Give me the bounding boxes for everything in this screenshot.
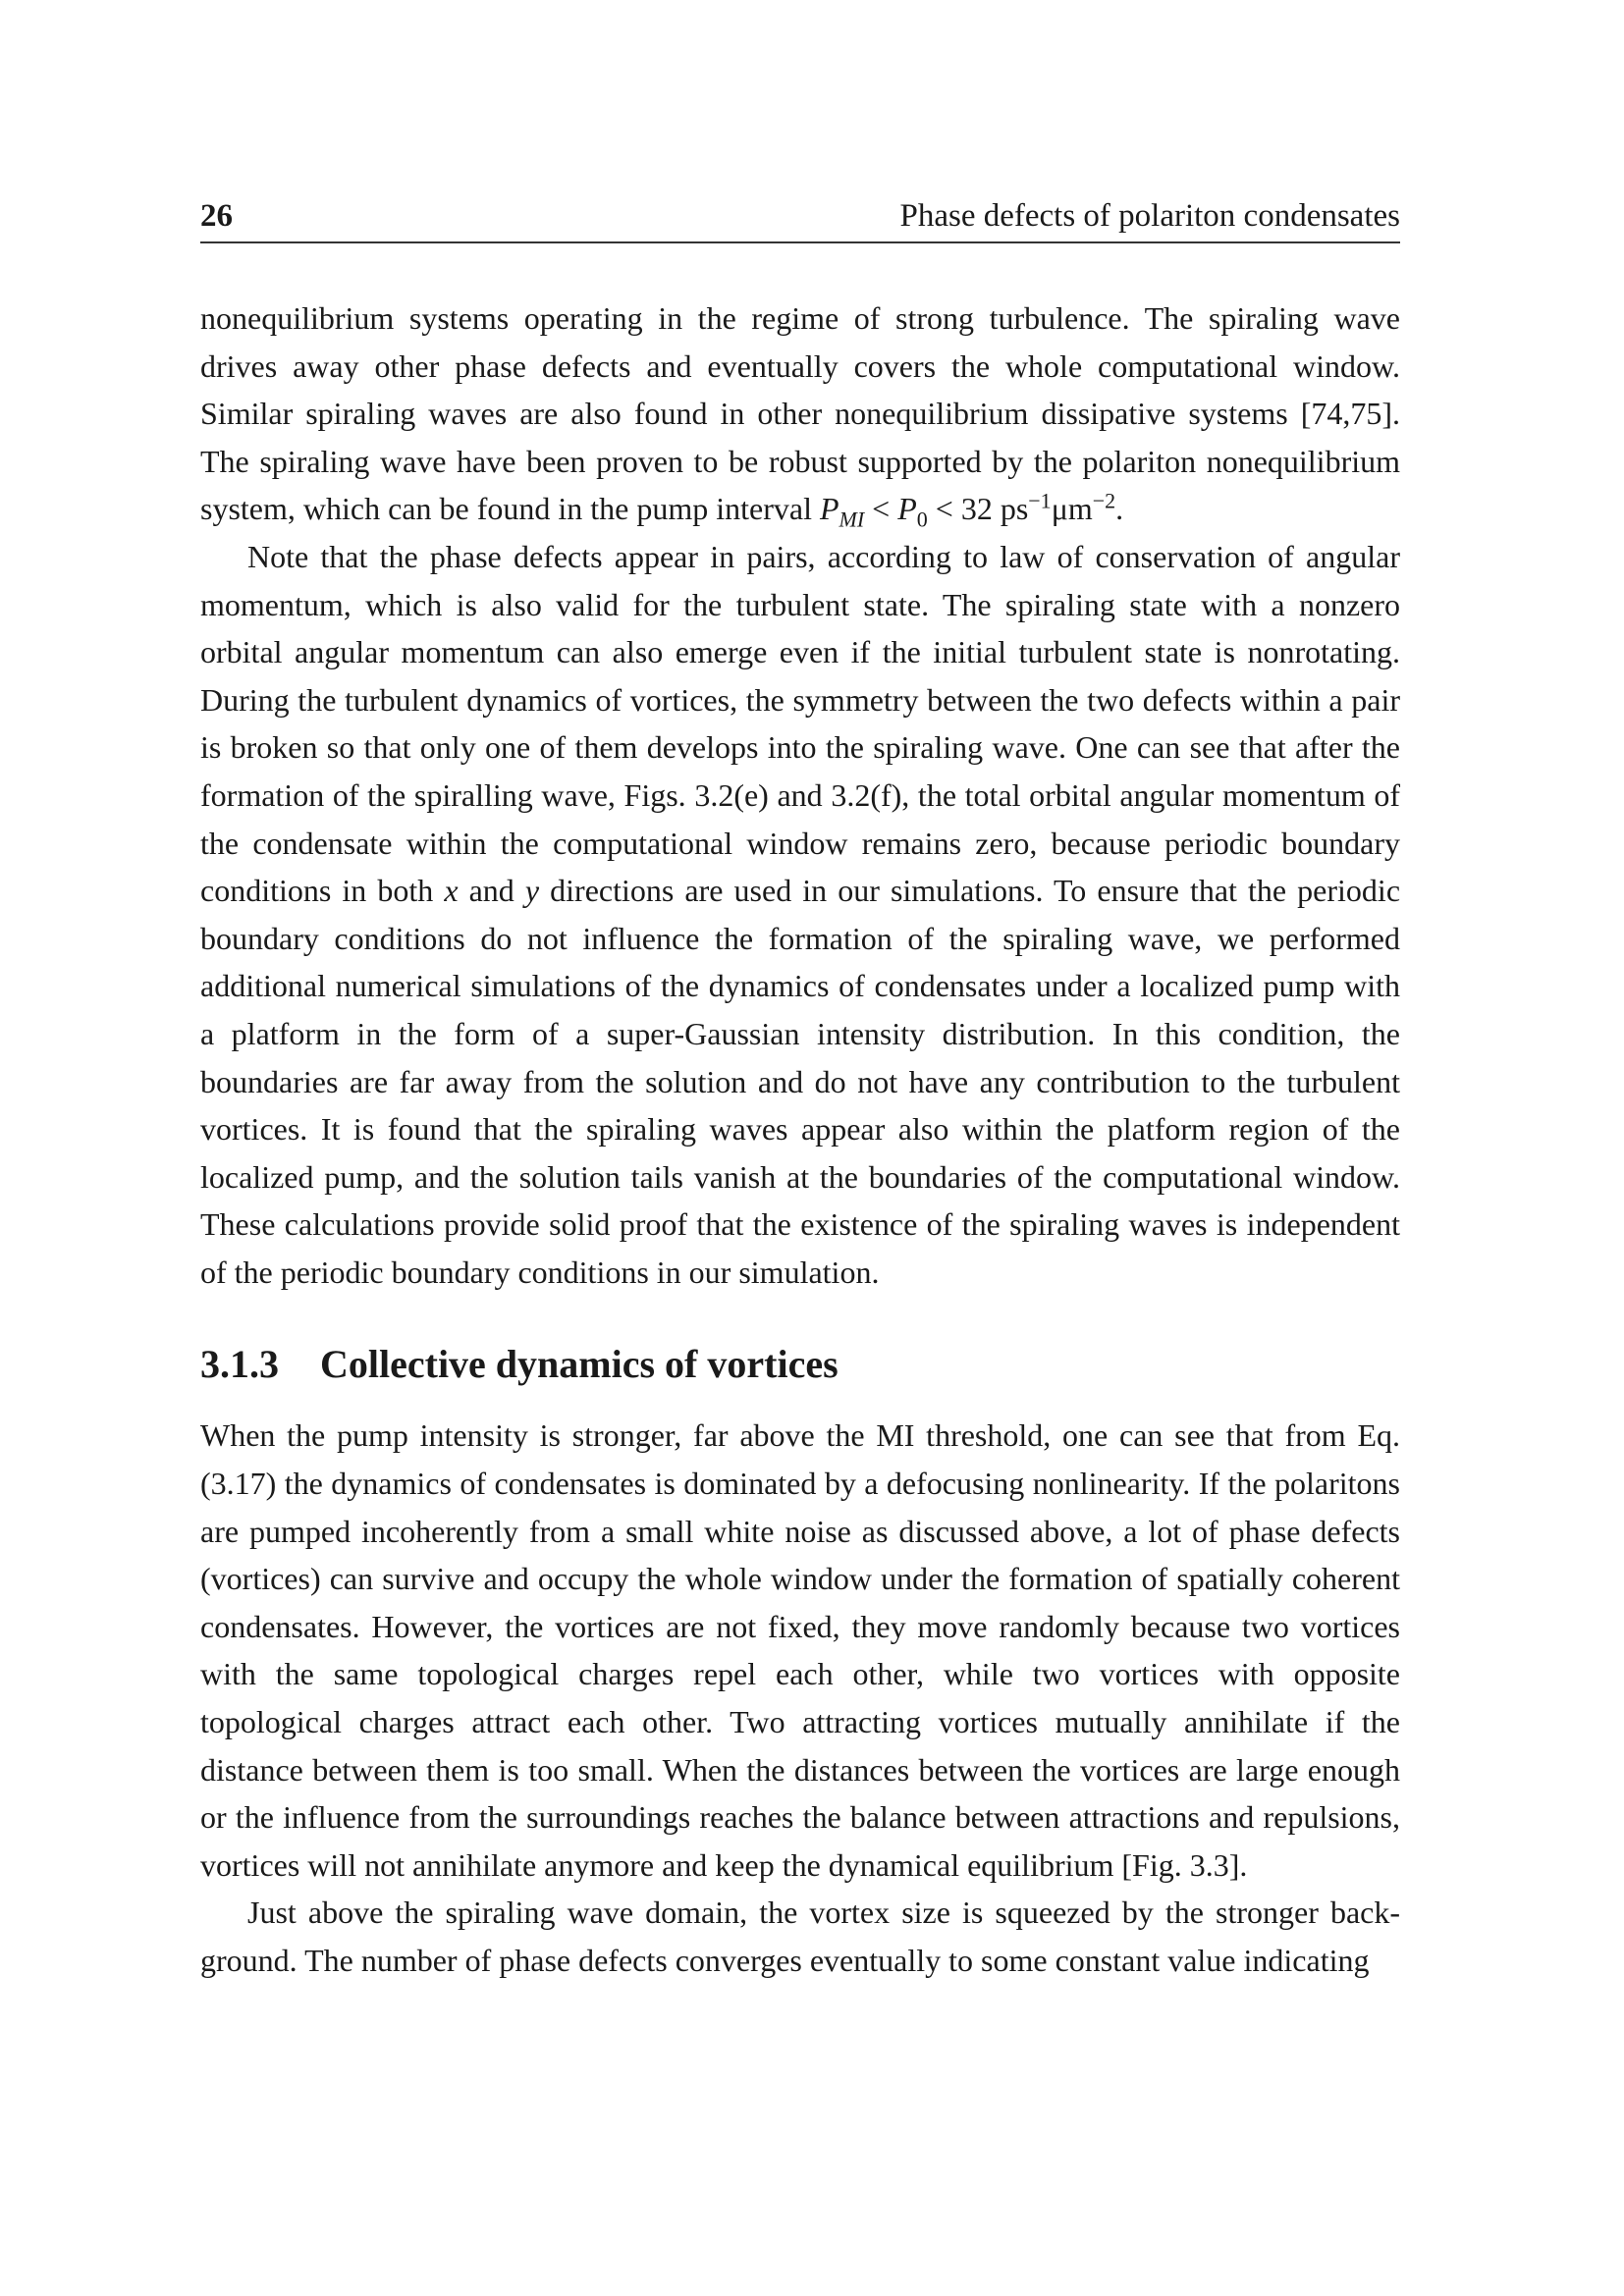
section-heading [200,1335,1400,1394]
paragraph [200,533,1400,1297]
superscript-minus-1: −1 [1028,488,1052,513]
body-text [200,294,1400,1985]
running-header [200,192,1400,243]
sentence-end: . [1115,491,1124,527]
variable-x: x [444,873,459,909]
paragraph-text: and [458,873,525,909]
equation-rest: < 32 ps [927,491,1029,527]
paragraph-text: directions are used in our simulations. To ensure that the periodic boundary conditions do not influence the formation of the spiraling wave, we performed additional numerical simulations of the dynamics of condensates under a localized pump with a platform in the form of a super-Gaussian intensity distribution. In this condition, the boundaries are far away from the solution and do not have any contribution to the turbulent vortices. It is found that the spiraling waves appear also within the platform region of the localized pump, and the solution tails vanish at the boundaries of the computational window. These calculations provide solid proof that the existence of the spiraling waves is independent of the periodic boundary conditions in our simulation. [200,873,1401,1290]
paragraph [200,1889,1400,1984]
section-number: 3.1.3 [200,1342,279,1387]
subscript-0: 0 [916,507,928,532]
paragraph [200,1412,1400,1889]
symbol-p0: P [897,491,917,527]
superscript-minus-2: −2 [1092,488,1116,513]
subscript-mi: MI [839,507,865,532]
paragraph-text: nonequilibrium systems operating in the regime of strong turbulence. The spiraling wave drives away other phase defects and eventually covers the whole computational window. Similar spiraling waves are also found in other nonequilibrium dissipative systems [74,75]. The spiraling wave have been proven to be robust supported by the polariton nonequilibrium system, which can be found in the pump interval [200,300,1400,527]
paragraph-text: Note that the phase defects appear in pairs, according to law of conservation of angular momentum, which is also valid for the turbulent state. The spiraling state with a nonzero orbital angular momentum can also emerge even if the initial turbulent state is nonrotating. During the turbulent dynamics of vortices, the symmetry between the two defects within a pair is broken so that only one of them develops into the spiraling wave. One can see that after the formation of the spiralling wave, Figs. 3.2(e) and 3.2(f), the total orbital angular momentum of the condensate within the computational window remains zero, because periodic boundary conditions in both [200,538,1400,909]
section-title: Collective dynamics of vortices [320,1342,839,1387]
less-than: < [864,491,898,527]
running-title: Phase defects of polariton condensates [899,198,1400,234]
unit-micrometer: μm [1051,491,1093,527]
symbol-p: P [819,491,839,527]
paragraph-text: When the pump intensity is stronger, far above the MI threshold, one can see that from Eq. (3.17) the dynamics of condensates is dominated by a defocusing nonlinearity. If the polaritons are pumped incoherently from a small white noise as discussed above, a lot of phase defects (vortices) can survive and occupy the whole window under the formation of spatially coherent condensates. However, the vortices are not fixed, they move randomly because two vortices with the same topological charges repel each other, while two vortices with opposite topological charges attract each other. Two attracting vortices mutually annihilate if the distance between them is too small. When the distances between the vortices are large enough or the influence from the surroundings reaches the balance between attractions and repulsions, vortices will not annihilate anymore and keep the dynamical equilibrium [Fig. 3.3]. [200,1417,1400,1883]
page-number: 26 [200,198,233,234]
variable-y: y [524,873,540,909]
paragraph [200,294,1400,533]
paragraph-text: Just above the spiraling wave domain, the vortex size is squeezed by the stronger background. The number of phase defects converges eventually to some constant value indicating [200,1895,1400,1978]
pump-interval-equation [819,488,1116,532]
